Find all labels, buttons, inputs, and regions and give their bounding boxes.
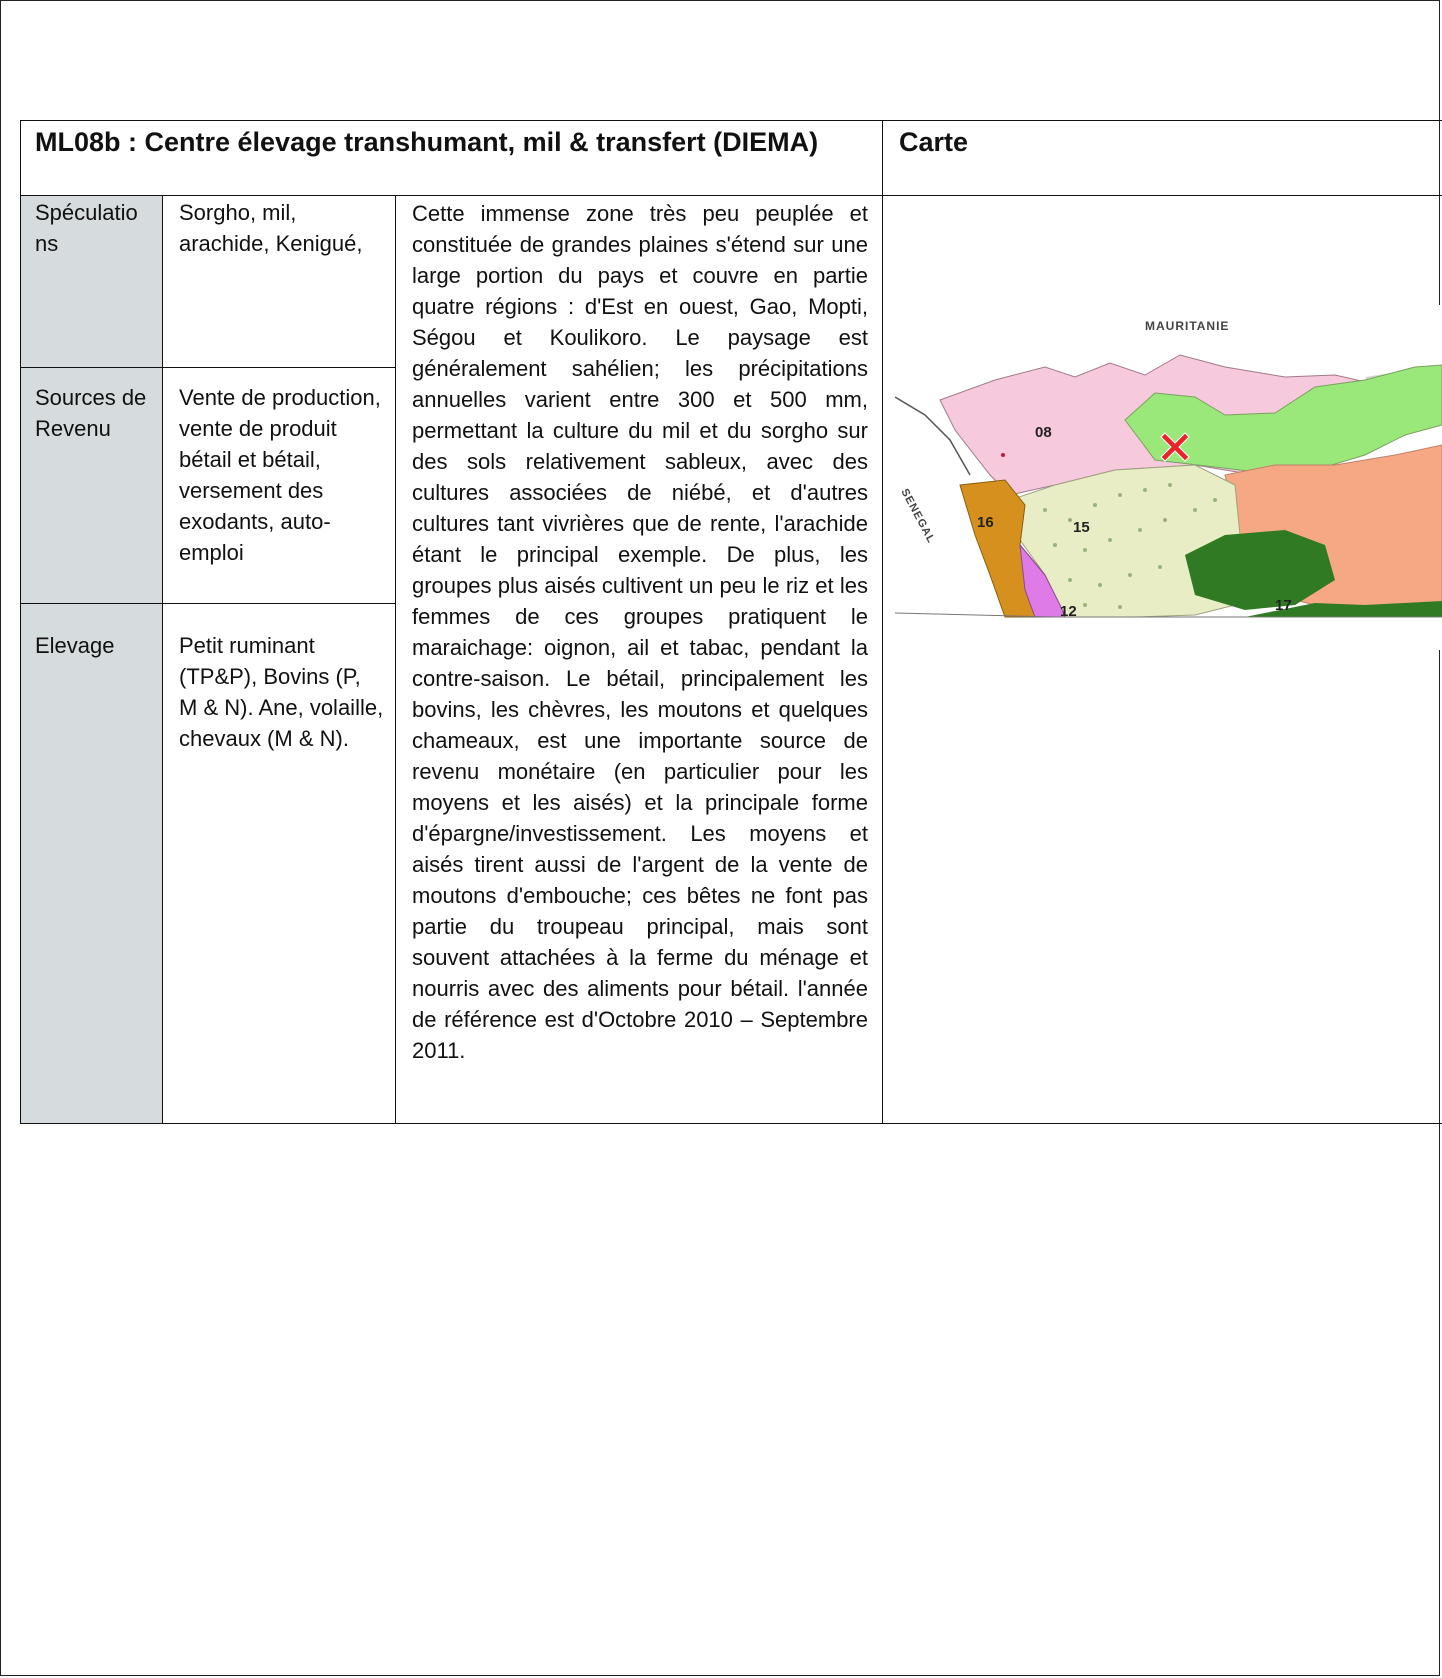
- zone-map-svg: [895, 305, 1442, 650]
- map-label-12: 12: [1060, 603, 1077, 620]
- row-value-speculations: Sorgho, mil, arachide, Kenigué,: [179, 200, 363, 256]
- map-label-mauritanie: MAURITANIE: [1145, 319, 1230, 333]
- row-label-revenue-sources: Sources de Revenu: [35, 385, 147, 441]
- map-label-17: 17: [1275, 597, 1292, 614]
- row-divider: [20, 367, 163, 368]
- row-divider: [162, 367, 396, 368]
- map-label-15: 15: [1073, 519, 1090, 536]
- row-label-speculations: Spéculatio ns: [35, 200, 138, 256]
- row-label-livestock: Elevage: [35, 633, 115, 658]
- row-divider: [162, 603, 396, 604]
- zone-map: [895, 305, 1442, 650]
- map-town-dot: [1001, 453, 1005, 457]
- row-value-revenue-sources: Vente de production, vente de produit bétail et bétail, versement des exodants, auto-emploi: [179, 385, 381, 565]
- row-value-livestock: Petit ruminant (TP&P), Bovins (P, M & N). Ane, volaille, chevaux (M & N).: [179, 633, 384, 751]
- row-divider: [20, 603, 163, 604]
- zone-title: ML08b : Centre élevage transhumant, mil & transfert (DIEMA): [20, 120, 883, 196]
- map-label-senegal: SENEGAL: [898, 486, 938, 546]
- map-label-08: 08: [1035, 424, 1052, 441]
- zone-description: Cette immense zone très peu peuplée et constituée de grandes plaines s'étend sur une large portion du pays et couvre en partie quatre régions : d'Est en ouest, Gao, Mopti, Ségou et Koulikoro. Le paysage est généralement sahélien; les précipitations annuelles varient entre 300 et 500 mm, permettant la culture du mil et du sorgho sur des sols relativement sableux, avec des cultures associées de niébé, et d'autres cultures tant vivrières que de rente, l'arachide étant le principal exemple. De plus, les groupes plus aisés cultivent un peu le riz et les femmes de ces groupes pratiquent le maraichage: oignon, ail et tabac, pendant la contre-saison. Le bétail, principalement les bovins, les chèvres, les moutons et quelques chameaux, est une importante source de revenu monétaire (en particulier pour les moyens et les aisés) et la principale forme d'épargne/investissement. Les moyens et aisés tirent aussi de l'argent de la vente de moutons d'embouche; ces bêtes ne font pas partie du troupeau principal, mais sont souvent attachées à la ferme du ménage et nourris avec des aliments pour bétail. l'année de référence est d'Octobre 2010 – Septembre 2011.: [395, 195, 883, 1124]
- map-header: Carte: [882, 120, 1442, 196]
- map-label-16: 16: [977, 514, 994, 531]
